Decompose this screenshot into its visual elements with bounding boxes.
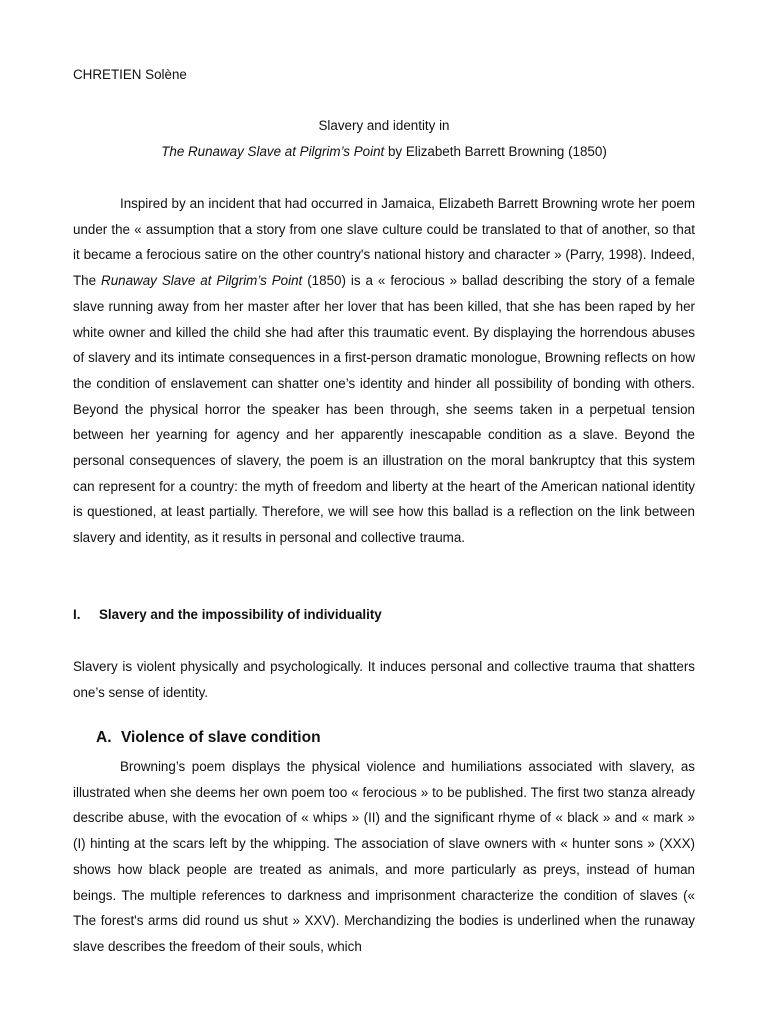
title-line-1: Slavery and identity in	[318, 118, 450, 133]
intro-part-1: Inspired by an incident that had occurred in Jamaica, Elizabeth Barrett Browning wrote her poem under the « assumption that a story from one slave culture could be translated to that of another, so that it became a ferocious satire on the other country's national history and character » (Parry, 1998). Indeed, The	[73, 196, 695, 289]
section-title: Slavery and the impossibility of individuality	[99, 607, 382, 622]
author-name: CHRETIEN Solène	[73, 67, 187, 82]
intro-italic-title: Runaway Slave at Pilgrim’s Point	[101, 273, 303, 289]
title-block	[73, 117, 695, 169]
title-italic: The Runaway Slave at Pilgrim’s Point	[161, 144, 385, 159]
section-intro-paragraph: Slavery is violent physically and psychologically. It induces personal and collective trauma that shatters one’s sense of identity.	[73, 659, 695, 700]
title-rest: by Elizabeth Barrett Browning (1850)	[384, 144, 607, 159]
subsection-title: Violence of slave condition	[121, 729, 321, 746]
subsection-paragraph: Browning’s poem displays the physical violence and humiliations associated with slavery, as illustrated when she deems her own poem too « ferocious » to be published. The first two stanza already describe abuse, with the evocation of « whips » (II) and the significant rhyme of « black » and « mark » (I) hinting at the scars left by the whipping. The association of slave owners with « hunter sons » (XXX) shows how black people are treated as animals, and more particularly as preys, instead of human beings. The multiple references to darkness and imprisonment characterize the condition of slaves (« The forest's arms did round us shut » XXV). Merchandizing the bodies is underlined when the runaway slave describes the freedom of their souls, which	[73, 759, 695, 954]
intro-paragraph	[73, 191, 695, 551]
section-heading-1	[73, 606, 382, 624]
section-number: I.	[73, 607, 81, 622]
title-line-2	[73, 143, 695, 169]
subsection-heading-a	[96, 728, 321, 748]
subsection-number: A.	[96, 729, 112, 746]
intro-part-2: (1850) is a « ferocious » ballad describing the story of a female slave running away from her master after her lover that has been killed, that she has been raped by her white owner and killed the child she had after this traumatic event. By displaying the horrendous abuses of slavery and its intimate consequences in a first-person dramatic monologue, Browning reflects on how the condition of enslavement can shatter one’s identity and hinder all possibility of bonding with others. Beyond the physical horror the speaker has been through, she seems taken in a perpetual tension between her yearning for agency and her apparently inescapable condition as a slave. Beyond the personal consequences of slavery, the poem is an illustration on the moral bankruptcy that this system can represent for a country: the myth of freedom and liberty at the heart of the American national identity is questioned, at least partially. Therefore, we will see how this ballad is a reflection on the link between slavery and identity, as it results in personal and collective trauma.	[73, 273, 695, 546]
